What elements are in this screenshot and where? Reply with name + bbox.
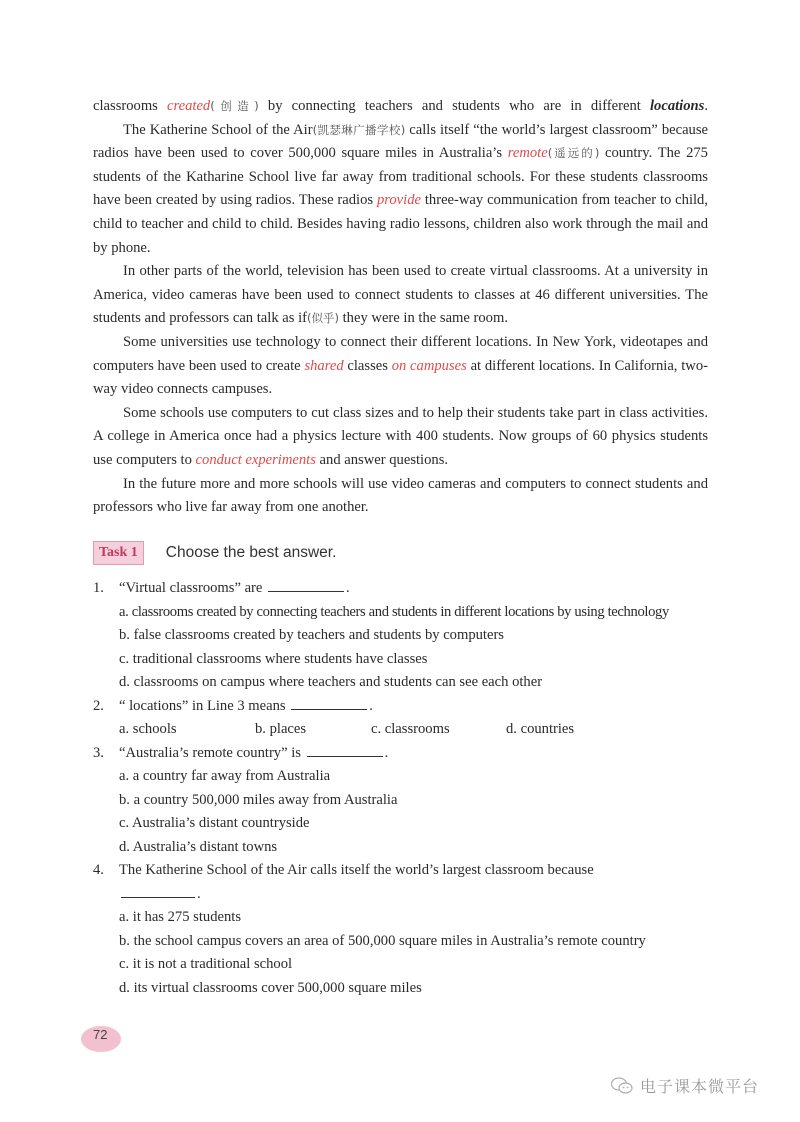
chinese-gloss: (凯瑟琳广播学校) (312, 122, 406, 137)
chinese-gloss: (似乎) (307, 311, 339, 326)
question-number: 1. (93, 580, 104, 596)
text: calls itself “the world’s largest classroom” because radios have been used to cover 500,000 square miles in Australia’s (93, 121, 708, 162)
bold-keyword: locations (650, 98, 705, 114)
paragraph-4 (93, 331, 708, 402)
watermark (610, 1074, 759, 1097)
answer-blank (307, 742, 383, 757)
text: country. The 275 students of the Katharine School live far away from traditional schools. For these students classrooms have been created by using radios. These radios (93, 145, 708, 209)
answer-blank (291, 695, 367, 710)
question-1 (93, 577, 713, 601)
option-4d: d. its virtual classrooms cover 500,000 square miles (119, 979, 422, 996)
option-2c: c. classrooms (371, 721, 450, 737)
paragraph-6 (93, 473, 708, 520)
option-3b: b. a country 500,000 miles away from Australia (119, 791, 398, 808)
punctuation: . (384, 744, 389, 761)
paragraph-2 (93, 119, 708, 261)
highlighted-word: created (167, 98, 211, 114)
options-row-2 (93, 718, 713, 742)
question-number: 3. (93, 744, 104, 761)
text: they were in the same room. (338, 310, 508, 327)
highlighted-word: conduct experiments (195, 451, 316, 468)
option-2b: b. places (255, 721, 307, 737)
text: Some universities use technology to connect their different locations. In New York, videotapes and computers have been used to create (93, 333, 708, 374)
answer-blank (121, 883, 195, 898)
text: three-way communication from teacher to child, child to teacher and child to child. Besides having radio lessons, children also work through the mail and by phone. (93, 192, 709, 256)
text: In other parts of the world, television has been used to create virtual classrooms. At a university in America, video cameras have been used to connect students to classes at 46 different universities. The students and professors can talk as if (93, 263, 708, 327)
question-3 (93, 742, 713, 766)
text: . (704, 98, 708, 114)
option-3c: c. Australia’s distant countryside (119, 815, 310, 831)
option-1b: b. false classrooms created by teachers and students by computers (119, 627, 504, 643)
option-4c: c. it is not a traditional school (119, 956, 293, 972)
text: by connecting teachers and students who are in different (258, 98, 650, 114)
page-number-badge (81, 1026, 121, 1052)
paragraph-5 (93, 402, 708, 473)
option-2a: a. schools (119, 721, 177, 737)
question-number: 4. (93, 862, 104, 878)
paragraph-1 (93, 95, 708, 119)
reading-passage (93, 95, 708, 520)
option-4b: b. the school campus covers an area of 500,000 square miles in Australia’s remote country (119, 932, 646, 949)
punctuation: . (346, 580, 350, 596)
punctuation: . (197, 885, 201, 902)
option-3a: a. a country far away from Australia (119, 768, 331, 784)
task-header (93, 541, 336, 565)
text: classrooms (93, 98, 168, 114)
option-3d: d. Australia’s distant towns (119, 838, 278, 855)
option-1c: c. traditional classrooms where students have classes (119, 650, 428, 667)
highlighted-word: provide (376, 192, 421, 209)
text: and answer questions. (315, 451, 449, 468)
answer-blank (268, 577, 344, 592)
text: classes (343, 357, 392, 374)
task-instruction: Choose the best answer. (165, 544, 337, 561)
option-1d: d. classrooms on campus where teachers and students can see each other (119, 674, 543, 690)
text: Some schools use computers to cut class sizes and to help their students take part in class activities. A college in America once had a physics lecture with 400 students. Now groups of 60 physics students use computers to (93, 404, 708, 468)
question-stem: The Katherine School of the Air calls itself the world’s largest classroom because (119, 862, 594, 878)
option-2d: d. countries (506, 721, 575, 737)
question-number: 2. (93, 697, 104, 714)
task-badge: Task 1 (93, 541, 144, 565)
text: In the future more and more schools will use video cameras and computers to connect students and professors who live far away from one another. (93, 475, 708, 516)
option-1a: a. classrooms created by connecting teachers and students in different locations by using technology (119, 603, 669, 620)
question-4 (93, 859, 713, 883)
text: The Katherine School of the Air (123, 121, 313, 138)
paragraph-3 (93, 260, 708, 331)
answer-blank-line (93, 883, 713, 907)
highlighted-word: shared (304, 357, 344, 374)
highlighted-word: remote (507, 145, 548, 162)
question-stem: “Australia’s remote country” is (119, 744, 301, 761)
punctuation: . (369, 697, 373, 714)
question-stem: “ locations” in Line 3 means (119, 697, 286, 714)
page-number: 72 (93, 1027, 108, 1042)
option-4a: a. it has 275 students (119, 909, 242, 925)
question-stem: “Virtual classrooms” are (119, 580, 263, 596)
watermark-text: 电子课本微平台 (640, 1077, 760, 1096)
wechat-icon (610, 1076, 634, 1096)
chinese-gloss: (创造) (210, 99, 259, 113)
question-2 (93, 695, 713, 719)
chinese-gloss: (遥远的) (547, 146, 600, 161)
question-list (93, 577, 713, 1000)
text: at different locations. In California, two-way video connects campuses. (93, 357, 708, 398)
highlighted-word: on campuses (391, 357, 467, 374)
